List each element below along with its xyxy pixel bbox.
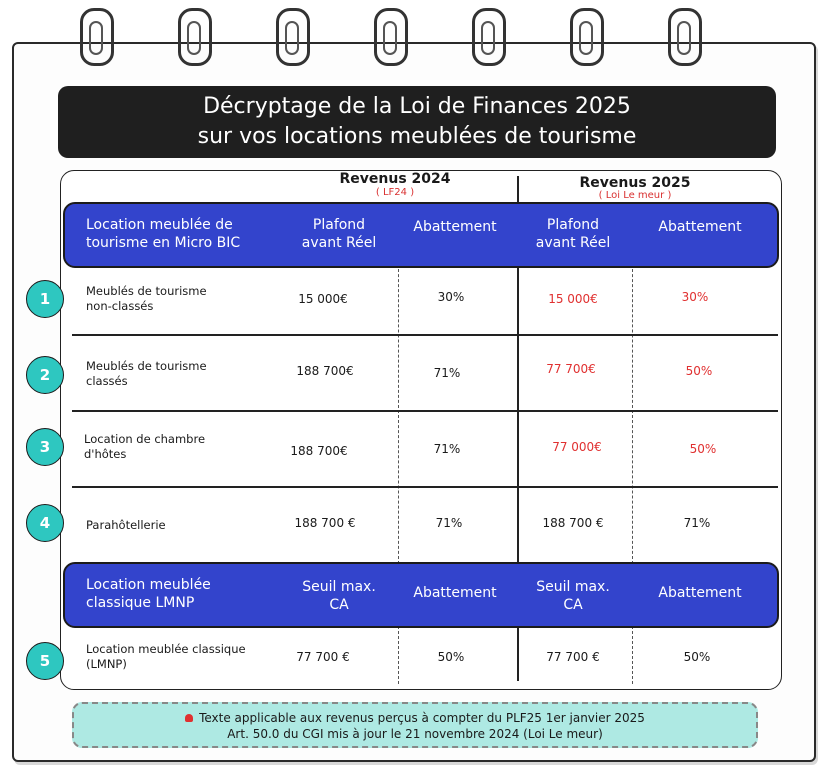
column-divider [632,626,633,684]
band1-col1-line2: avant Réel [301,235,377,251]
row-value-2024: 188 700€ [296,364,354,378]
title-line-1: Décryptage de la Loi de Finances 2025 [203,94,631,119]
band1-label-line1: Location meublée de [86,217,233,233]
band2-col1-line1: Seuil max. [302,579,376,595]
row-value-2025: 77 700 € [546,650,600,664]
row-number-badge: 1 [26,280,64,318]
spiral-ring-icon [178,8,212,66]
row-abattement-2024: 71% [433,366,461,380]
row-abattement-2024: 30% [437,290,465,304]
band2-label-line1: Location meublée [86,577,211,593]
spiral-ring-icon [276,8,310,66]
band2-label-line2: classique LMNP [86,595,195,611]
spiral-ring-icon [668,8,702,66]
row-number-badge: 2 [26,356,64,394]
row-separator [72,486,778,488]
row-label-line2: non-classés [86,299,154,313]
row-separator [72,334,778,336]
band2-col-abattement-2025: Abattement [658,585,742,601]
row-abattement-2024: 71% [435,516,463,530]
row-number-badge: 5 [26,642,64,680]
row-label-line1: Parahôtellerie [86,518,166,532]
band1-col-abattement-2025: Abattement [658,219,742,235]
row-label [86,284,207,314]
band2-col-abattement-2024: Abattement [413,585,497,601]
band1-col3-line1: Plafond [546,217,600,233]
band2-col1-line2: CA [329,597,349,613]
band1-col3-line2: avant Réel [535,235,611,251]
row-label-line1: Location meublée classique [86,642,246,656]
band1-col-plafond-2025 [518,216,628,252]
row-abattement-2025: 50% [683,650,711,664]
row-value-2025: 77 700€ [546,362,596,376]
row-value-2024: 77 700 € [296,650,350,664]
spiral-ring-icon [80,8,114,66]
spiral-ring-icon [374,8,408,66]
row-value-2025: 188 700 € [542,516,604,530]
row-value-2024: 15 000€ [298,292,348,306]
band1-label-line2: tourisme en Micro BIC [86,235,241,251]
band2-col3-line1: Seuil max. [536,579,610,595]
row-abattement-2025: 71% [683,516,711,530]
row-label [86,642,246,672]
row-label [86,359,207,389]
row-abattement-2025: 50% [685,364,713,378]
row-number-badge: 4 [26,504,64,542]
title-line-2: sur vos locations meublées de tourisme [197,124,637,149]
spiral-ring-icon [570,8,604,66]
row-value-2025: 15 000€ [548,292,598,306]
row-label [86,518,166,533]
band1-label [86,216,286,252]
row-value-2024: 188 700 € [294,516,356,530]
band2-col3-line2: CA [563,597,583,613]
footnote-line1: Texte applicable aux revenus perçus à compter du PLF25 1er janvier 2025 [199,711,645,725]
band1-col-abattement-2024: Abattement [413,219,497,235]
row-label [84,432,205,462]
row-abattement-2025: 30% [681,290,709,304]
row-abattement-2024: 50% [437,650,465,664]
column-divider [632,264,633,564]
row-separator [72,410,778,412]
footnote-box [72,702,758,748]
page-title [58,86,776,158]
header-revenus-2025: Revenus 2025 [579,175,691,191]
row-label-line1: Meublés de tourisme [86,359,207,373]
spiral-ring-icon [472,8,506,66]
row-value-2024: 188 700€ [290,444,348,458]
row-label-line2: classés [86,374,128,388]
band1-col-plafond-2024 [284,216,394,252]
header-revenus-2024-sub: ( LF24 ) [375,187,415,198]
row-abattement-2025: 50% [689,442,717,456]
row-number-badge: 3 [26,428,64,466]
band2-col-seuil-2025 [518,578,628,614]
header-revenus-2024: Revenus 2024 [339,171,451,187]
band2-col-seuil-2024 [284,578,394,614]
row-label-line1: Meublés de tourisme [86,284,207,298]
row-abattement-2024: 71% [433,442,461,456]
header-revenus-2025-sub: ( Loi Le meur ) [598,190,672,201]
band2-label [86,576,286,612]
pin-icon [185,714,193,722]
band1-col1-line1: Plafond [312,217,366,233]
row-value-2025: 77 000€ [552,440,602,454]
row-label-line1: Location de chambre [84,432,206,446]
row-label-line2: d'hôtes [84,447,127,461]
row-label-line2: (LMNP) [86,657,127,671]
footnote-line2: Art. 50.0 du CGI mis à jour le 21 novembre 2024 (Loi Le meur) [227,727,603,741]
